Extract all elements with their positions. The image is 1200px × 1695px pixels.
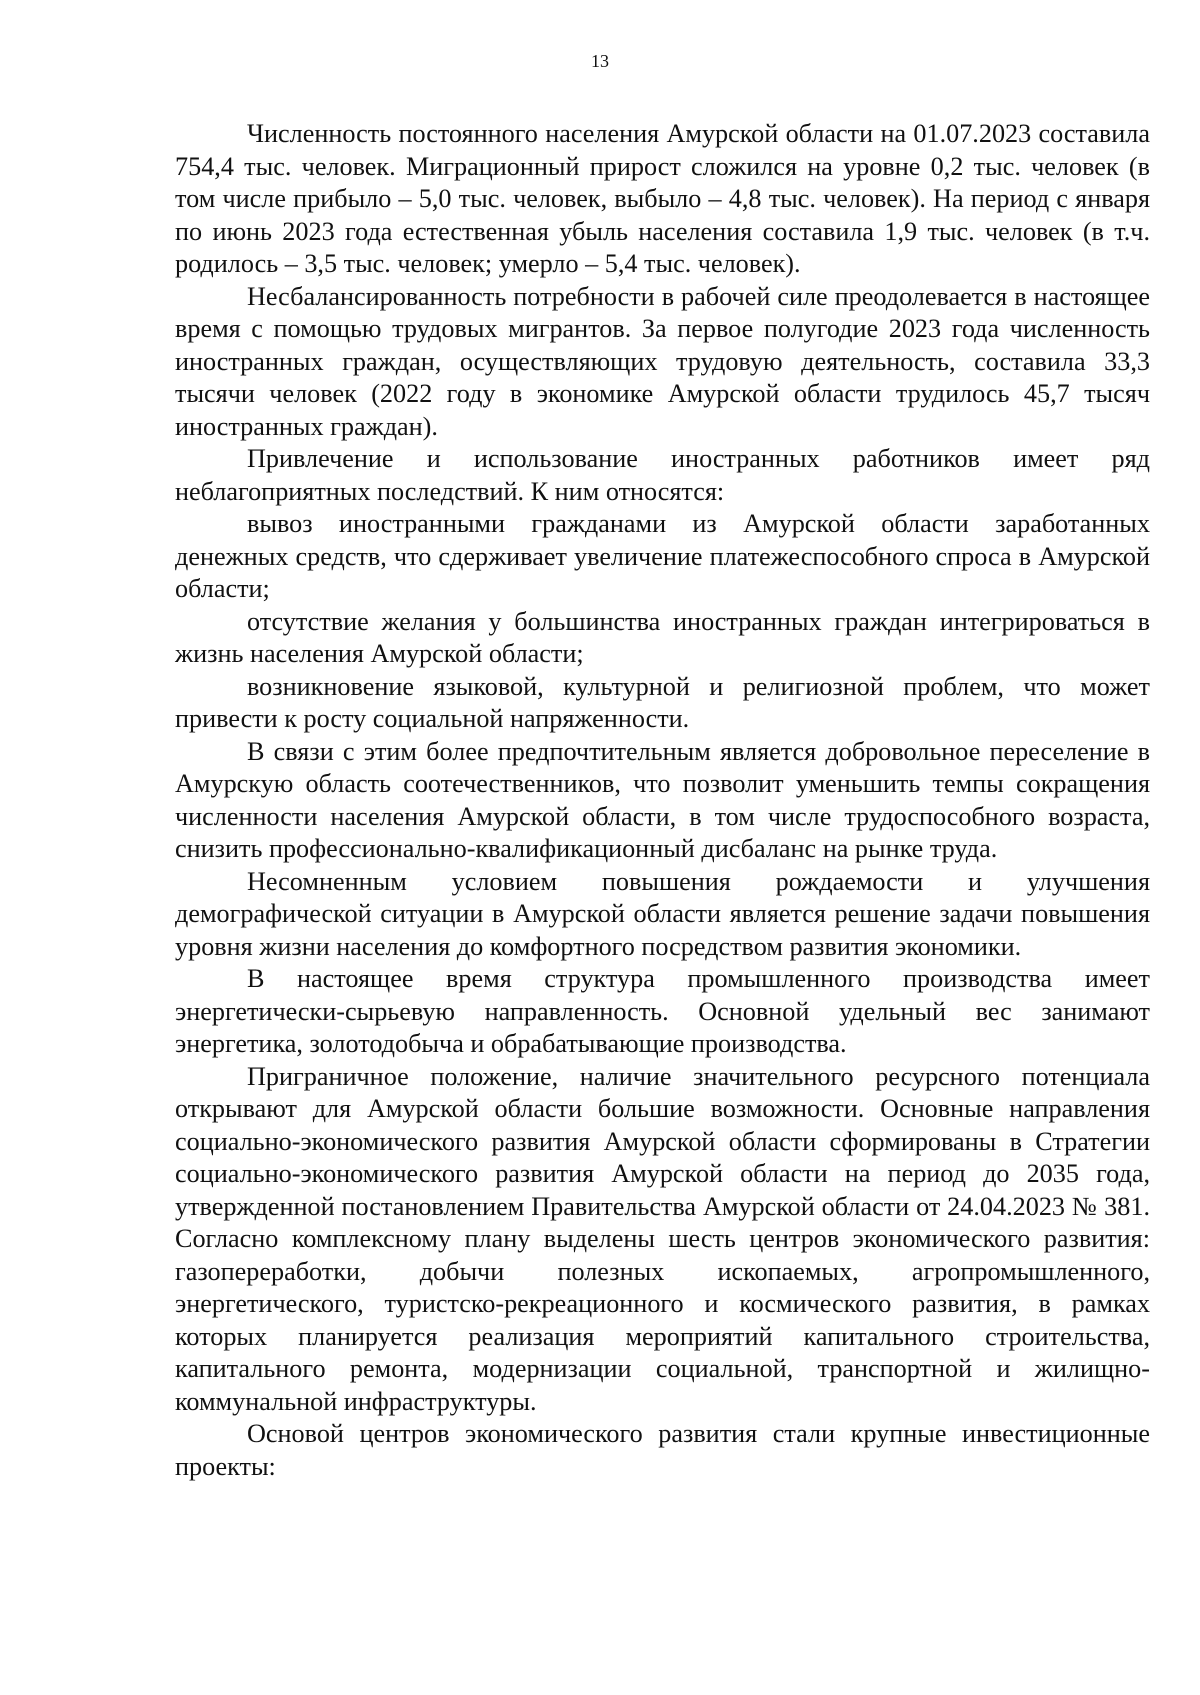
paragraph-industry-structure: В настоящее время структура промышленного производства имеет энергетически-сырьевую направленность. Основной удельный вес занимают энергетика, золотодобыча и обрабатывающие производства. [175,964,1150,1058]
paragraph-demographic-condition: Несомненным условием повышения рождаемости и улучшения демографической ситуации в Амурской области является решение задачи повышения уровня жизни населения до комфортного посредством развития экономики. [175,866,1150,961]
paragraph-compatriots-resettlement: В связи с этим более предпочтительным является добровольное переселение в Амурскую область соотечественников, что позволит уменьшить темпы сокращения численности населения Амурской области, в том числе трудоспособного возраста, снизить профессионально-квалификационный дисбаланс на рынке труда. [175,736,1150,863]
paragraph-population: Численность постоянного населения Амурской области на 01.07.2023 составила 754,4 тыс. человек. Миграционный прирост сложился на уровне 0,2 тыс. человек (в том числе прибыло – 5,0 тыс. человек, выбыло – 4,8 тыс. человек). На период с января по июнь 2023 года естественная убыль населения составила 1,9 тыс. человек (в т.ч. родилось – 3,5 тыс. человек; умерло – 5,4 тыс. человек). [175,119,1150,278]
paragraph-border-position-strategy: Приграничное положение, наличие значительного ресурсного потенциала открывают для Амурской области большие возможности. Основные направления социально-экономического развития Амурской области сформированы в Стратегии социально-экономического развития Амурской области на период до 2035 года, утвержденной постановлением Правительства Амурской области от 24.04.2023 № 381. Согласно комплексному плану выделены шесть центров экономического развития: газопереработки, добычи полезных ископаемых, агропромышленного, энергетического, туристско-рекреационного и космического развития, в рамках которых планируется реализация мероприятий капитального строительства, капитального ремонта, модернизации социальной, транспортной и жилищно-коммунальной инфраструктуры. [175,1061,1150,1416]
page-number: 13 [591,51,609,71]
list-item-consequence-tension: возникновение языковой, культурной и религиозной проблем, что может привести к росту социальной напряженности. [175,671,1150,733]
paragraph-labor-migrants: Несбалансированность потребности в рабочей силе преодолевается в настоящее время с помощью трудовых мигрантов. За первое полугодие 2023 года численность иностранных граждан, осуществляющих трудовую деятельность, составила 33,3 тысячи человек (2022 году в экономике Амурской области трудилось 45,7 тысяч иностранных граждан). [175,281,1150,441]
paragraph-consequences-intro: Привлечение и использование иностранных работников имеет ряд неблагоприятных последствий. К ним относятся: [175,444,1150,506]
paragraph-investment-projects: Основой центров экономического развития стали крупные инвестиционные проекты: [175,1419,1150,1481]
list-item-consequence-funds: вывоз иностранными гражданами из Амурской области заработанных денежных средств, что сдерживает увеличение платежеспособного спроса в Амурской области; [175,509,1150,603]
list-item-consequence-integration: отсутствие желания у большинства иностранных граждан интегрироваться в жизнь населения Амурской области; [175,606,1150,668]
document-body [175,118,1150,1483]
